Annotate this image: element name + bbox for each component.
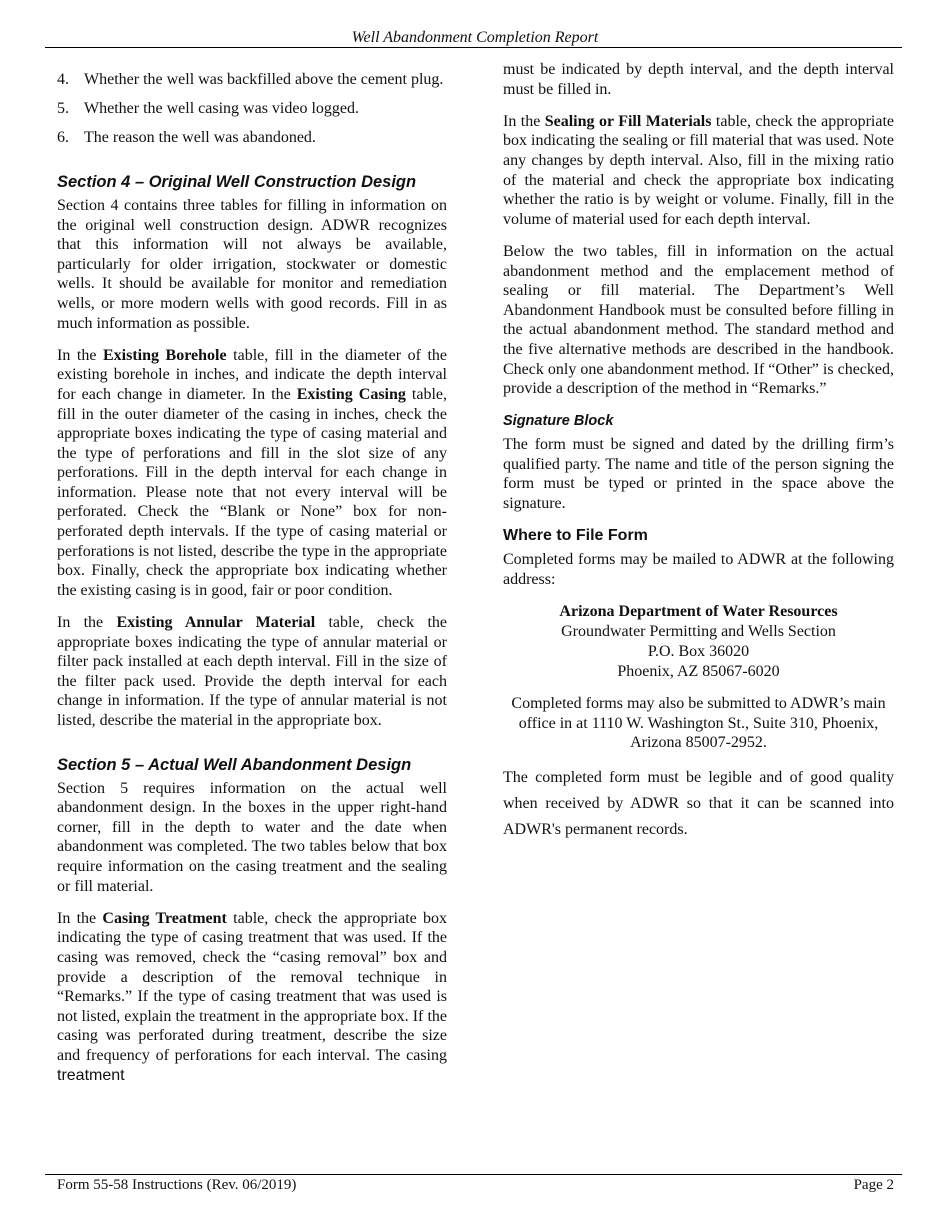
text-run: table, check the appropriate boxes indicating the type of annular material or filter pack installed at each depth interval. Fill in the size of the filter pack used. Provide the depth interval for each change in information. If the type of annular material is not listed, describe the material in the appropriate box. xyxy=(57,614,448,729)
left-column xyxy=(57,60,447,1098)
text-run: table, fill in the outer diameter of the casing in inches, check the appropriate boxes indicating the type of casing material and the type of perforations and fill in the slot size of any perforations. Fill in the depth interval for each change in information. Please note that not every interval will be perforated. Check the “Blank or None” box for non-perforated depth intervals. If the type of casing material or perforations is not listed, describe the type in the appropriate box. Finally, check the appropriate box indicating whether the existing casing is in good, fair or poor condition. xyxy=(57,385,448,599)
section5-paragraph-casing-treatment xyxy=(57,909,447,1085)
list-item-text: Whether the well casing was video logged. xyxy=(84,100,360,118)
address-line: Phoenix, AZ 85067-6020 xyxy=(617,663,780,681)
address-organization: Arizona Department of Water Resources xyxy=(559,603,838,621)
text-run: In the xyxy=(503,112,545,130)
bold-term-casing-treatment: Casing Treatment xyxy=(102,909,227,927)
bold-term-existing-casing: Existing Casing xyxy=(296,385,406,403)
list-item xyxy=(57,70,447,90)
text-run-sans: treatment xyxy=(57,1066,125,1084)
text-run: In the xyxy=(57,614,117,632)
main-office-paragraph: Completed forms may also be submitted to ADWR’s main office in at 1110 W. Washington St., Suite 310, Phoenix, Arizona 85007-2952. xyxy=(511,695,886,752)
list-item-text: Whether the well was backfilled above the cement plug. xyxy=(84,71,444,88)
where-to-file-heading: Where to File Form xyxy=(503,527,648,545)
mailing-address xyxy=(503,602,894,682)
text-run: In the xyxy=(57,346,103,364)
text-run: table, check the appropriate box indicating the type of casing treatment that was used. If the casing was removed, check the “casing removal” box and provide a description of the removal technique in “Remarks.” If the type of casing treatment that was used is not listed, explain the treatment in the appropriate box. If the casing was perforated during treatment, describe the size and frequency of perforations for each interval. The casing xyxy=(57,909,448,1064)
section4-paragraph-annular xyxy=(57,613,447,731)
page-header-title: Well Abandonment Completion Report xyxy=(351,29,599,46)
legibility-paragraph: The completed form must be legible and of good quality when received by ADWR so that it can be scanned into ADWR's permanent records. xyxy=(503,768,894,838)
list-item-text: The reason the well was abandoned. xyxy=(84,129,316,147)
list-item-number: 6. xyxy=(57,129,69,147)
text-run: In the xyxy=(57,909,103,927)
footer-page-number: Page 2 xyxy=(853,1177,894,1193)
list-item xyxy=(57,99,447,119)
sealing-paragraph xyxy=(503,112,894,230)
signature-block-paragraph: The form must be signed and dated by the drilling firm’s qualified party. The name and title of the person signing the form must be typed or printed in the space above the signature. xyxy=(503,436,894,513)
list-item xyxy=(57,128,447,148)
section4-heading: Section 4 – Original Well Construction Design xyxy=(57,172,417,191)
address-line: Groundwater Permitting and Wells Section xyxy=(561,623,836,641)
header-rule xyxy=(45,47,902,48)
bold-term-existing-annular-material: Existing Annular Material xyxy=(116,614,316,632)
continued-paragraph: must be indicated by depth interval, and the depth interval must be filled in. xyxy=(503,61,894,98)
footer-rule xyxy=(45,1174,902,1175)
numbered-list xyxy=(57,70,447,148)
section5-paragraph-intro: Section 5 requires information on the actual well abandonment design. In the boxes in the upper right-hand corner, fill in the depth to water and the date when abandonment was completed. The two tables below that box require information on the casing treatment and the sealing or fill material. xyxy=(57,779,447,895)
section4-paragraph-borehole xyxy=(57,346,447,601)
text-run: table, check the appropriate box indicating the sealing or fill material that was used. Note any changes by depth interval. Also, fill in the mixing ratio of the material and check the appropriate box indicating whether the ratio is by weight or volume. Finally, fill in the volume of material used for each depth interval. xyxy=(503,112,894,228)
section5-heading: Section 5 – Actual Well Abandonment Design xyxy=(57,755,412,774)
text-run: table, fill in the diameter of the existing borehole in inches, and indicate the depth interval for each change in diameter. In the xyxy=(57,346,448,403)
address-line: P.O. Box 36020 xyxy=(647,643,750,661)
right-column xyxy=(503,60,894,855)
section4-paragraph-intro: Section 4 contains three tables for filling in information on the original well construction design. ADWR recognizes that this information will not always be available, particularly for older irrigation, stockwater or domestic wells. It should be available for monitor and remediation wells, or more modern wells with good records. Fill in as much information as possible. xyxy=(57,196,447,332)
list-item-number: 5. xyxy=(57,100,69,118)
where-to-file-paragraph: Completed forms may be mailed to ADWR at the following address: xyxy=(503,551,894,588)
bold-term-existing-borehole: Existing Borehole xyxy=(102,346,227,364)
list-item-number: 4. xyxy=(57,71,69,88)
footer-form-number: Form 55-58 Instructions (Rev. 06/2019) xyxy=(57,1177,297,1193)
abandonment-method-paragraph: Below the two tables, fill in information on the actual abandonment method and the emplacement method of sealing or fill material. The Department’s Well Abandonment Handbook must be consulted before filling in the actual abandonment method. The standard method and the five alternative methods are described in the handbook. Check only one abandonment method. If “Other” is checked, provide a description of the method in “Remarks.” xyxy=(503,242,894,398)
signature-block-heading: Signature Block xyxy=(503,413,614,430)
bold-term-sealing-fill-materials: Sealing or Fill Materials xyxy=(544,112,712,130)
